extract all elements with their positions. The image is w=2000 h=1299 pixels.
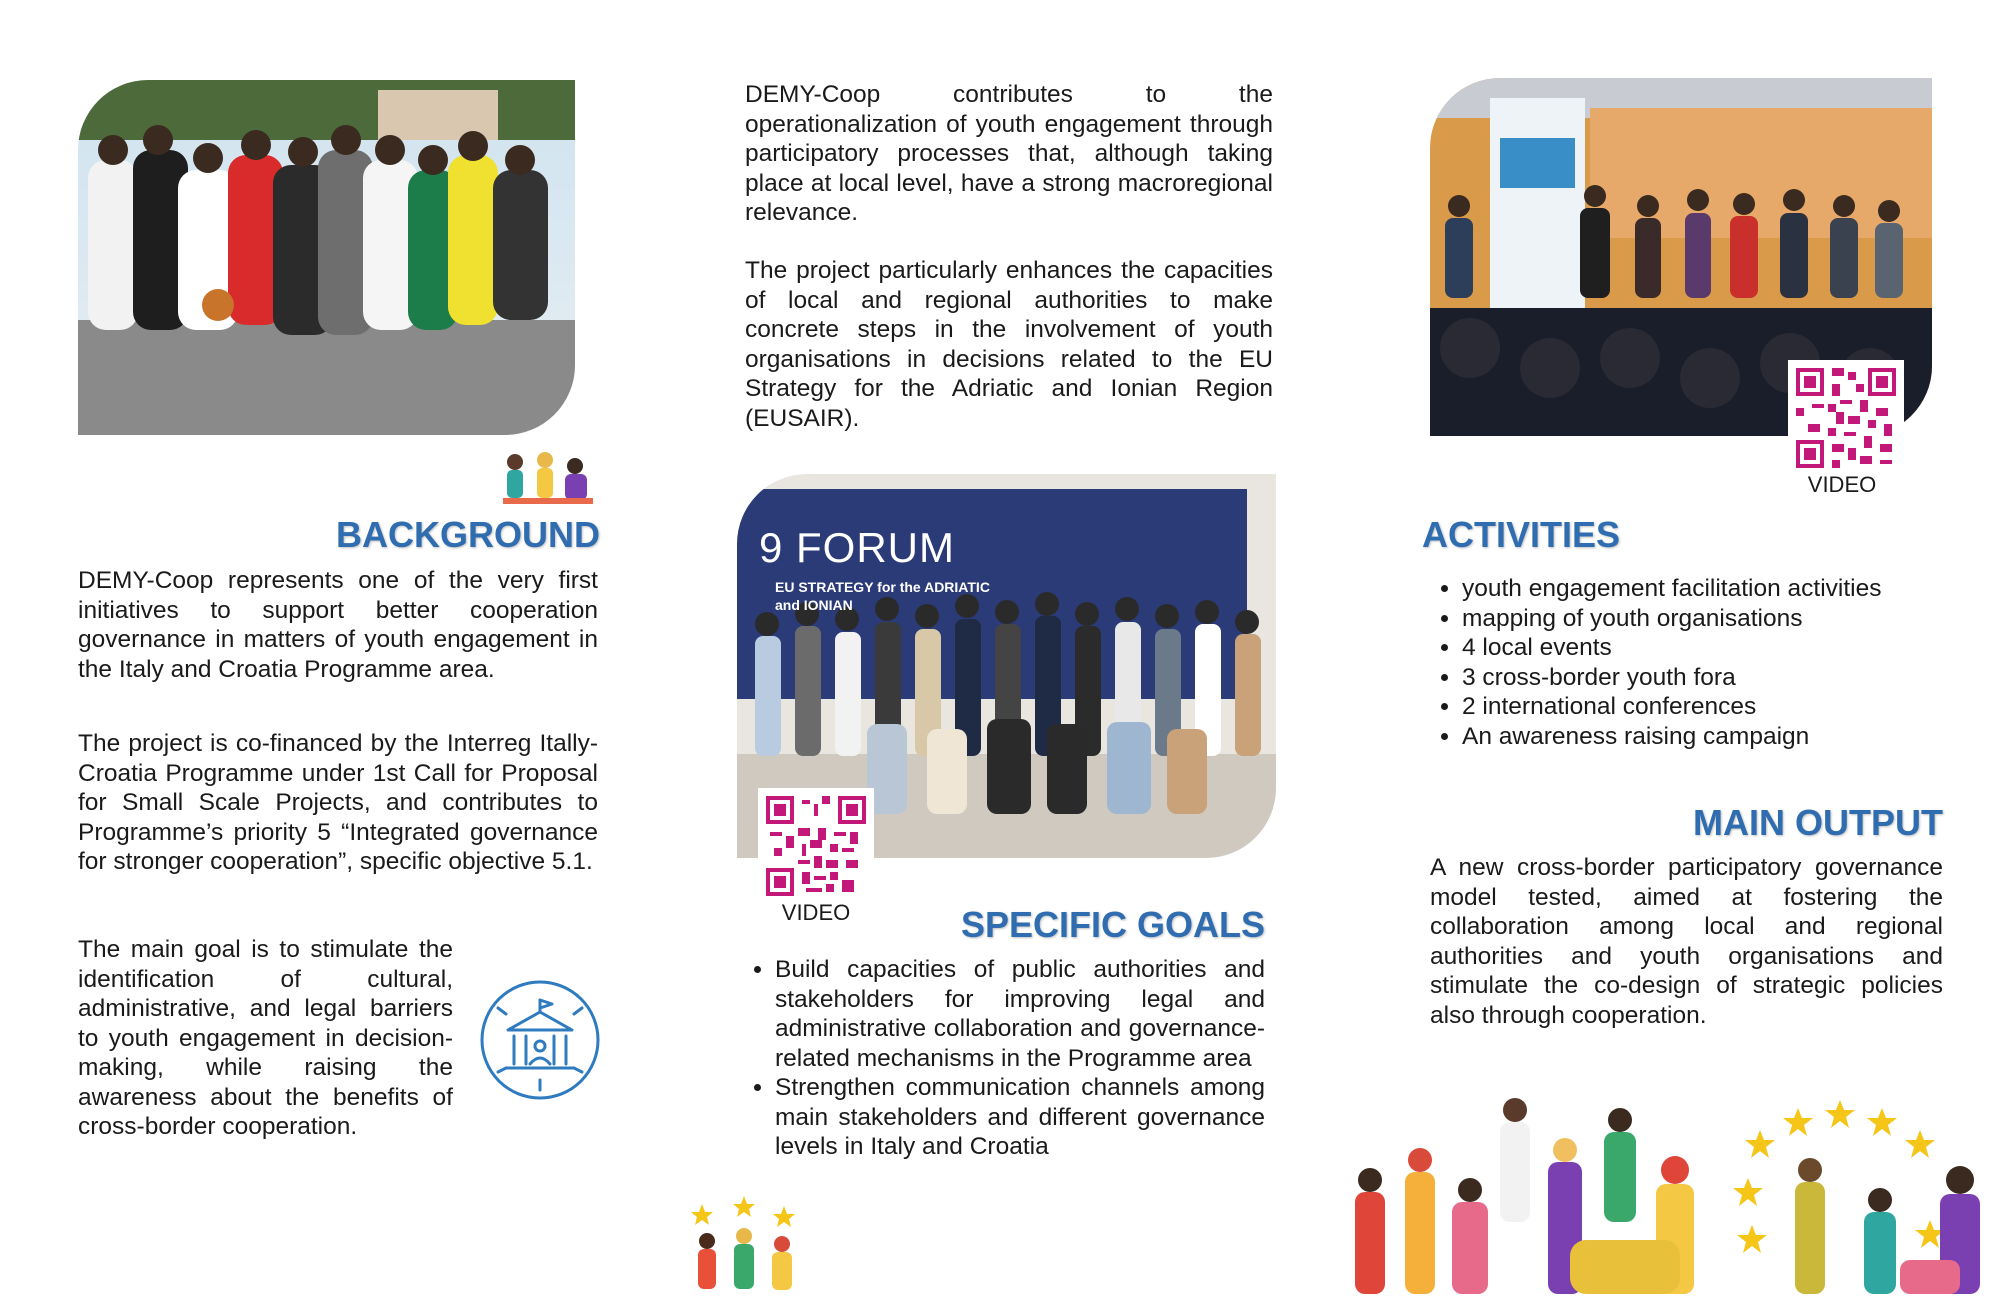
background-heading: BACKGROUND — [336, 514, 600, 555]
list-item: • 4 local events — [1462, 633, 1952, 663]
middle-paragraph-2: The project particularly enhances the capacities of local and regional authorities to make concrete steps in the involvement of youth organisations in decisions related to the EU Strategy for the Adriatic and Ionian Region (EUSAIR). — [745, 257, 1273, 432]
list-item: • Build capacities of public authorities and stakeholders for improving legal and administrative collaboration and governance-related mechanisms in the Programme area — [775, 955, 1265, 1073]
crowd-celebration-illustration — [1340, 1090, 2000, 1294]
specific-goals-heading: SPECIFIC GOALS — [960, 904, 1265, 945]
celebration-illustration-small — [672, 1196, 817, 1294]
qr-code-video-right[interactable] — [1788, 360, 1904, 476]
governance-building-icon — [478, 978, 602, 1102]
forum-banner-subtitle: EU STRATEGY for the ADRIATIC and IONIAN — [775, 579, 990, 613]
qr-label-right: VIDEO — [1807, 472, 1877, 497]
people-illustration-small — [495, 452, 600, 512]
specific-goals-list — [745, 955, 1265, 1162]
youth-group-photo-image — [78, 80, 575, 435]
list-item: • 2 international conferences — [1462, 692, 1952, 722]
list-item: • 3 cross-border youth fora — [1462, 663, 1952, 693]
list-item: • mapping of youth organisations — [1462, 604, 1952, 634]
middle-paragraph-1: DEMY-Coop contributes to the operationalization of youth engagement through participatory processes that, although taking place at local level, have a strong macroregional relevance. — [745, 81, 1273, 226]
qr-code-icon — [1796, 368, 1896, 468]
main-output-heading: MAIN OUTPUT — [1693, 802, 1943, 843]
qr-code-video-middle[interactable] — [758, 788, 874, 904]
background-paragraph-2: The project is co-financed by the Interreg Itally-Croatia Programme under 1st Call for Proposal for Small Scale Projects, and contributes to Programme’s priority 5 “Integrated governance for stronger cooperation”, specific objective 5.1. — [78, 730, 598, 875]
background-paragraph-1: DEMY-Coop represents one of the very first initiatives to support better cooperation governance in matters of youth engagement in the Italy and Croatia Programme area. — [78, 567, 598, 683]
background-paragraph-3: The main goal is to stimulate the identification of cultural, administrative, and legal barriers to youth engagement in decision-making, while raising the awareness about the benefits of cross-border cooperation. — [78, 936, 453, 1140]
activities-list — [1432, 574, 1952, 751]
list-item: • Strengthen communication channels among main stakeholders and different governance levels in Italy and Croatia — [775, 1073, 1265, 1162]
list-item: • youth engagement facilitation activities — [1462, 574, 1952, 604]
list-item: • An awareness raising campaign — [1462, 722, 1952, 752]
qr-code-icon — [766, 796, 866, 896]
forum-banner-title: 9 FORUM — [759, 524, 955, 571]
qr-label-middle: VIDEO — [781, 900, 851, 925]
activities-heading: ACTIVITIES — [1422, 514, 1621, 555]
youth-basketball-photo — [78, 80, 575, 435]
main-output-text: A new cross-border participatory governance model tested, aimed at fostering the collaboration among local and regional authorities and youth organisations and stimulate the co-design of strategic policies also through cooperation. — [1430, 854, 1943, 1029]
